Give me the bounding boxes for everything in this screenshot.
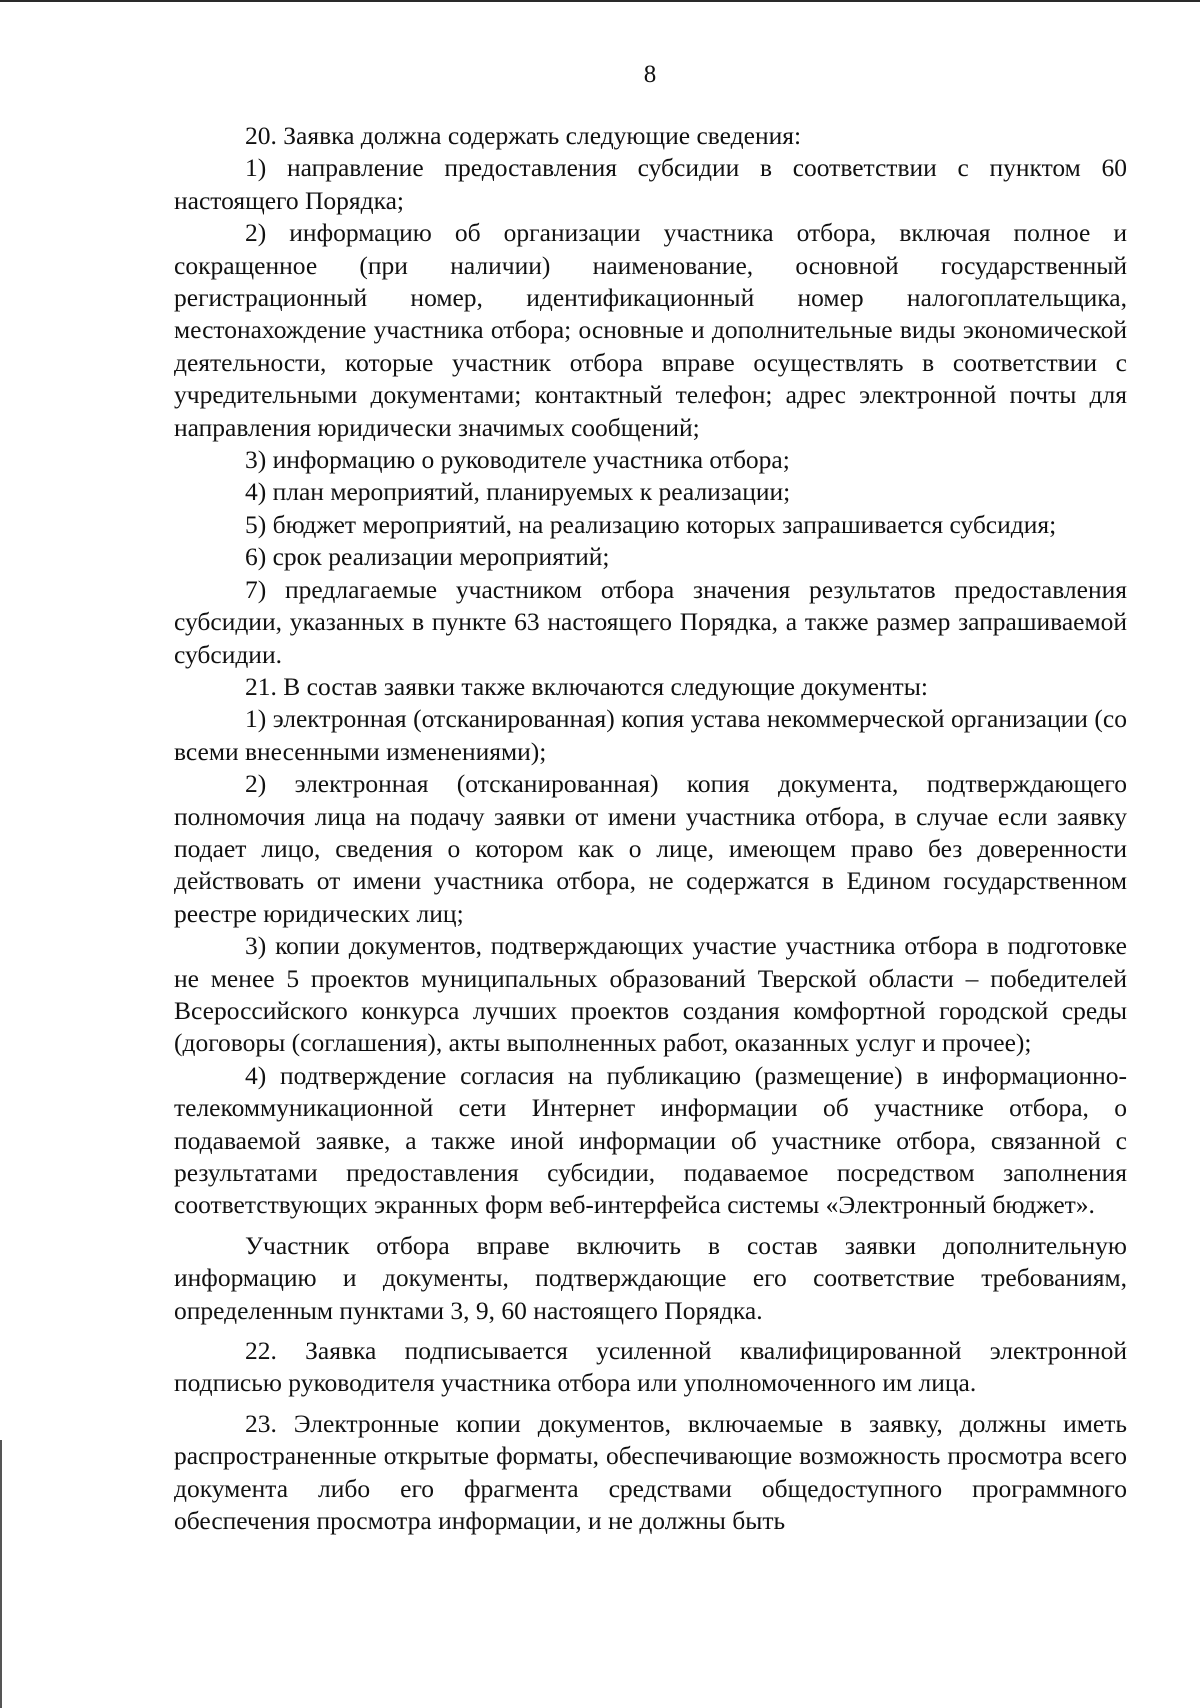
paragraph-21-item-2: 2) электронная (отсканированная) копия документа, подтверждающего полномочия лица на подачу заявки от имени участника отбора, в случае если заявку подает лицо, сведения о котором как о лице, имеющем право без доверенности действовать от имени участника отбора, не содержатся в Едином государственном реестре юридических лиц; (174, 769, 1127, 928)
paragraph-20-item-7: 7) предлагаемые участником отбора значения результатов предоставления субсидии, указанных в пункте 63 настоящего Порядка, а также размер запрашиваемой субсидии. (174, 574, 1127, 669)
scan-edge-left (0, 1440, 2, 1708)
paragraph-21-item-1: 1) электронная (отсканированная) копия устава некоммерческой организации (со всеми внесенными изменениями); (174, 704, 1127, 766)
paragraph-20-item-5: 5) бюджет мероприятий, на реализацию которых запрашивается субсидия; (245, 509, 1057, 539)
paragraph-22: 22. Заявка подписывается усиленной квалифицированной электронной подписью руководителя участника отбора или уполномоченного им лица. (174, 1336, 1127, 1398)
paragraph-20-item-4: 4) план мероприятий, планируемых к реализации; (245, 477, 791, 507)
paragraph-21-item-3: 3) копии документов, подтверждающих участие участника отбора в подготовке не менее 5 проектов муниципальных образований Тверской области – победителей Всероссийского конкурса лучших проектов создания комфортной городской среды (договоры (соглашения), акты выполненных работ, оказанных услуг и прочее); (174, 931, 1127, 1058)
paragraph-21-item-4: 4) подтверждение согласия на публикацию (размещение) в информационно-телекоммуникационной сети Интернет информации об участнике отбора, о подаваемой заявке, а также иной информации об участнике отбора, связанной с результатами предоставления субсидии, подаваемое посредством заполнения соответствующих экранных форм веб-интерфейса системы «Электронный бюджет». (174, 1060, 1127, 1220)
paragraph-20-item-1: 1) направление предоставления субсидии в соответствии с пунктом 60 настоящего Порядка; (174, 153, 1127, 215)
paragraph-20-item-3: 3) информацию о руководителе участника отбора; (245, 445, 790, 475)
document-body (174, 120, 1127, 1537)
paragraph-20-item-2: 2) информацию об организации участника отбора, включая полное и сокращенное (при наличии) наименование, основной государственный регистрационный номер, идентификационный номер налогоплательщика, местонахождение участника отбора; основные и дополнительные виды экономической деятельности, которые участник отбора вправе осуществлять в соответствии с учредительными документами; контактный телефон; адрес электронной почты для направления юридически значимых сообщений; (174, 218, 1127, 442)
paragraph-additional-info: Участник отбора вправе включить в состав заявки дополнительную информацию и документы, подтверждающие его соответствие требованиям, определенным пунктами 3, 9, 60 настоящего Порядка. (174, 1230, 1127, 1325)
paragraph-23: 23. Электронные копии документов, включаемые в заявку, должны иметь распространенные открытые форматы, обеспечивающие возможность просмотра всего документа либо его фрагмента средствами общедоступного программного обеспечения просмотра информации, и не должны быть (174, 1408, 1127, 1536)
paragraph-20-heading: 20. Заявка должна содержать следующие сведения: (245, 121, 802, 150)
page-number: 8 (643, 61, 657, 88)
paragraph-21-heading: 21. В состав заявки также включаются следующие документы: (245, 671, 928, 701)
scan-edge-top (0, 0, 1200, 2)
paragraph-20-item-6: 6) срок реализации мероприятий; (245, 542, 610, 572)
